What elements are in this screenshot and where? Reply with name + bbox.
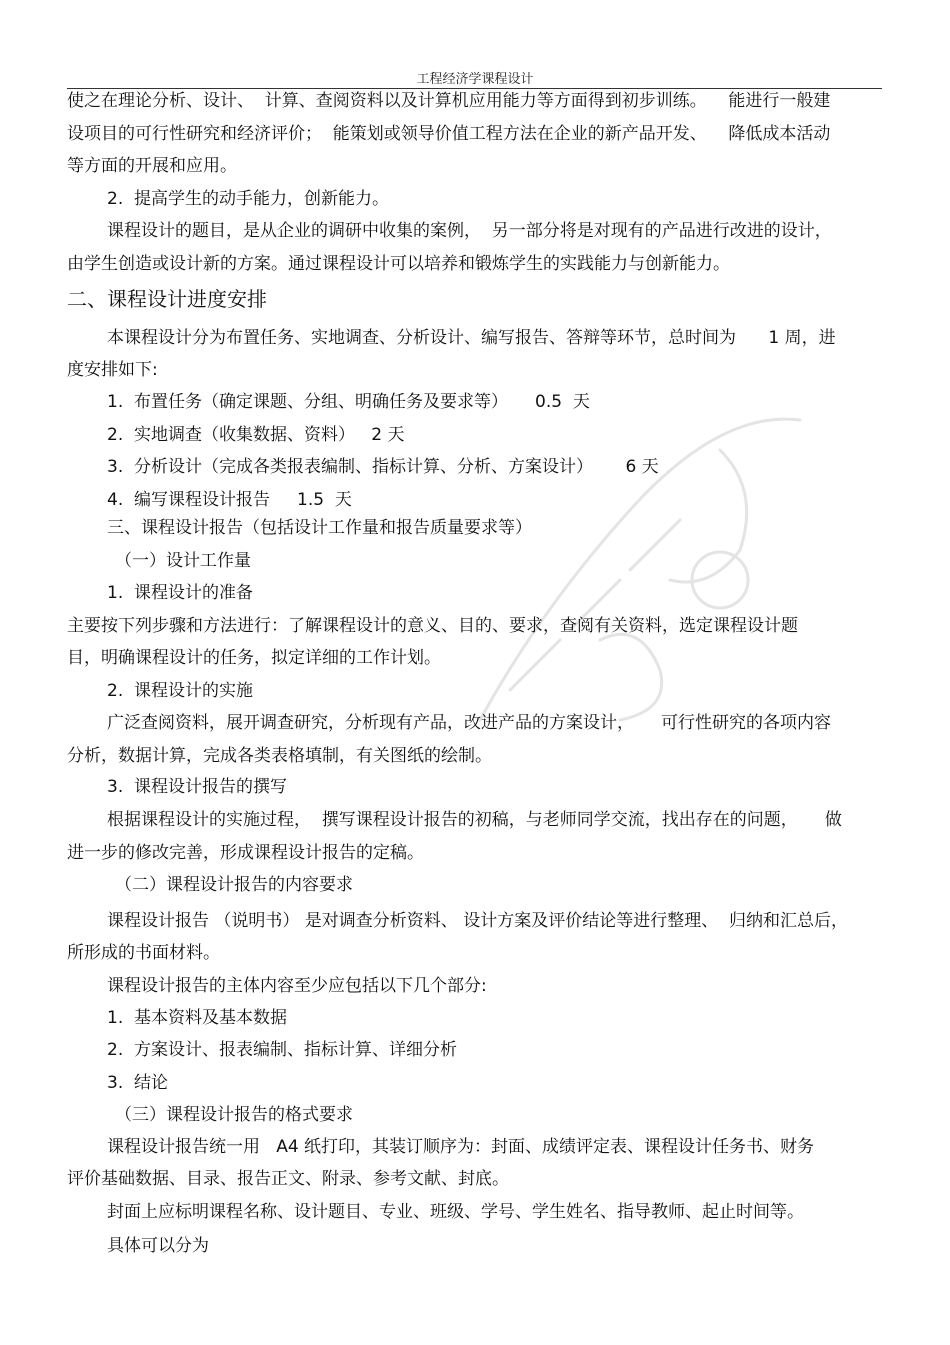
- section-heading: 三、课程设计报告（包括设计工作量和报告质量要求等）: [107, 518, 532, 538]
- list-item: 2. 方案设计、报表编制、指标计算、详细分析: [107, 1040, 458, 1060]
- text-line: 进一步的修改完善，形成课程设计报告的定稿。: [67, 843, 424, 863]
- text-line: 本课程设计分为布置任务、实地调查、分析设计、编写报告、答辩等环节，总时间为 1 周，进: [107, 328, 836, 348]
- list-item: 3. 分析设计（完成各类报表编制、指标计算、分析、方案设计） 6 天: [107, 457, 659, 477]
- list-item: 4. 编写课程设计报告 1.5 天: [107, 490, 352, 510]
- text-line: 等方面的开展和应用。: [67, 156, 237, 176]
- text-line: 根据课程设计的实施过程， 撰写课程设计报告的初稿，与老师同学交流，找出存在的问题， 做: [107, 810, 842, 830]
- section-heading: 二、课程设计进度安排: [67, 287, 267, 311]
- list-item: 3. 结论: [107, 1073, 169, 1093]
- list-item: 2. 实地调查（收集数据、资料） 2 天: [107, 425, 405, 445]
- text-line: 使之在理论分析、设计、 计算、查阅资料以及计算机应用能力等方面得到初步训练。 能进行一般建: [67, 91, 831, 111]
- text-line: 由学生创造或设计新的方案。通过课程设计可以培养和锻炼学生的实践能力与创新能力。: [67, 254, 730, 274]
- list-item: 1. 布置任务（确定课题、分组、明确任务及要求等） 0.5 天: [107, 392, 590, 412]
- text-line: 具体可以分为: [107, 1236, 209, 1256]
- subsection-heading: （一）设计工作量: [115, 551, 251, 571]
- text-line: 课程设计的题目，是从企业的调研中收集的案例， 另一部分将是对现有的产品进行改进的设计，: [107, 221, 832, 241]
- list-item: 2. 提高学生的动手能力，创新能力。: [107, 189, 390, 209]
- page-header: 工程经济学课程设计: [416, 72, 534, 87]
- text-line: 课程设计报告 （说明书） 是对调查分析资料、 设计方案及评价结论等进行整理、 归纳和汇总后，: [107, 911, 849, 931]
- watermark: [420, 390, 840, 750]
- subsection-heading: （三）课程设计报告的格式要求: [115, 1105, 353, 1125]
- text-line: 封面上应标明课程名称、设计题目、专业、班级、学号、学生姓名、指导教师、起止时间等。: [107, 1202, 804, 1222]
- header-rule: [67, 88, 882, 89]
- list-item: 1. 基本资料及基本数据: [107, 1008, 288, 1028]
- list-item: 1. 课程设计的准备: [107, 583, 254, 603]
- text-line: 所形成的书面材料。: [67, 943, 220, 963]
- text-line: 评价基础数据、目录、报告正文、附录、参考文献、封底。: [67, 1169, 509, 1189]
- text-line: 分析，数据计算，完成各类表格填制，有关图纸的绘制。: [67, 746, 492, 766]
- text-line: 度安排如下:: [67, 360, 158, 380]
- text-line: 主要按下列步骤和方法进行：了解课程设计的意义、目的、要求，查阅有关资料，选定课程设计题: [67, 616, 798, 636]
- text-line: 课程设计报告的主体内容至少应包括以下几个部分:: [107, 976, 487, 996]
- text-line: 课程设计报告统一用 A4 纸打印，其装订顺序为：封面、成绩评定表、课程设计任务书、财务: [107, 1137, 815, 1157]
- text-line: 广泛查阅资料，展开调查研究，分析现有产品，改进产品的方案设计， 可行性研究的各项内容: [107, 713, 832, 733]
- list-item: 2. 课程设计的实施: [107, 681, 254, 701]
- subsection-heading: （二）课程设计报告的内容要求: [115, 875, 353, 895]
- list-item: 3. 课程设计报告的撰写: [107, 777, 288, 797]
- text-line: 目，明确课程设计的任务，拟定详细的工作计划。: [67, 648, 441, 668]
- text-line: 设项目的可行性研究和经济评价； 能策划或领导价值工程方法在企业的新产品开发、 降低成本活动: [67, 124, 831, 144]
